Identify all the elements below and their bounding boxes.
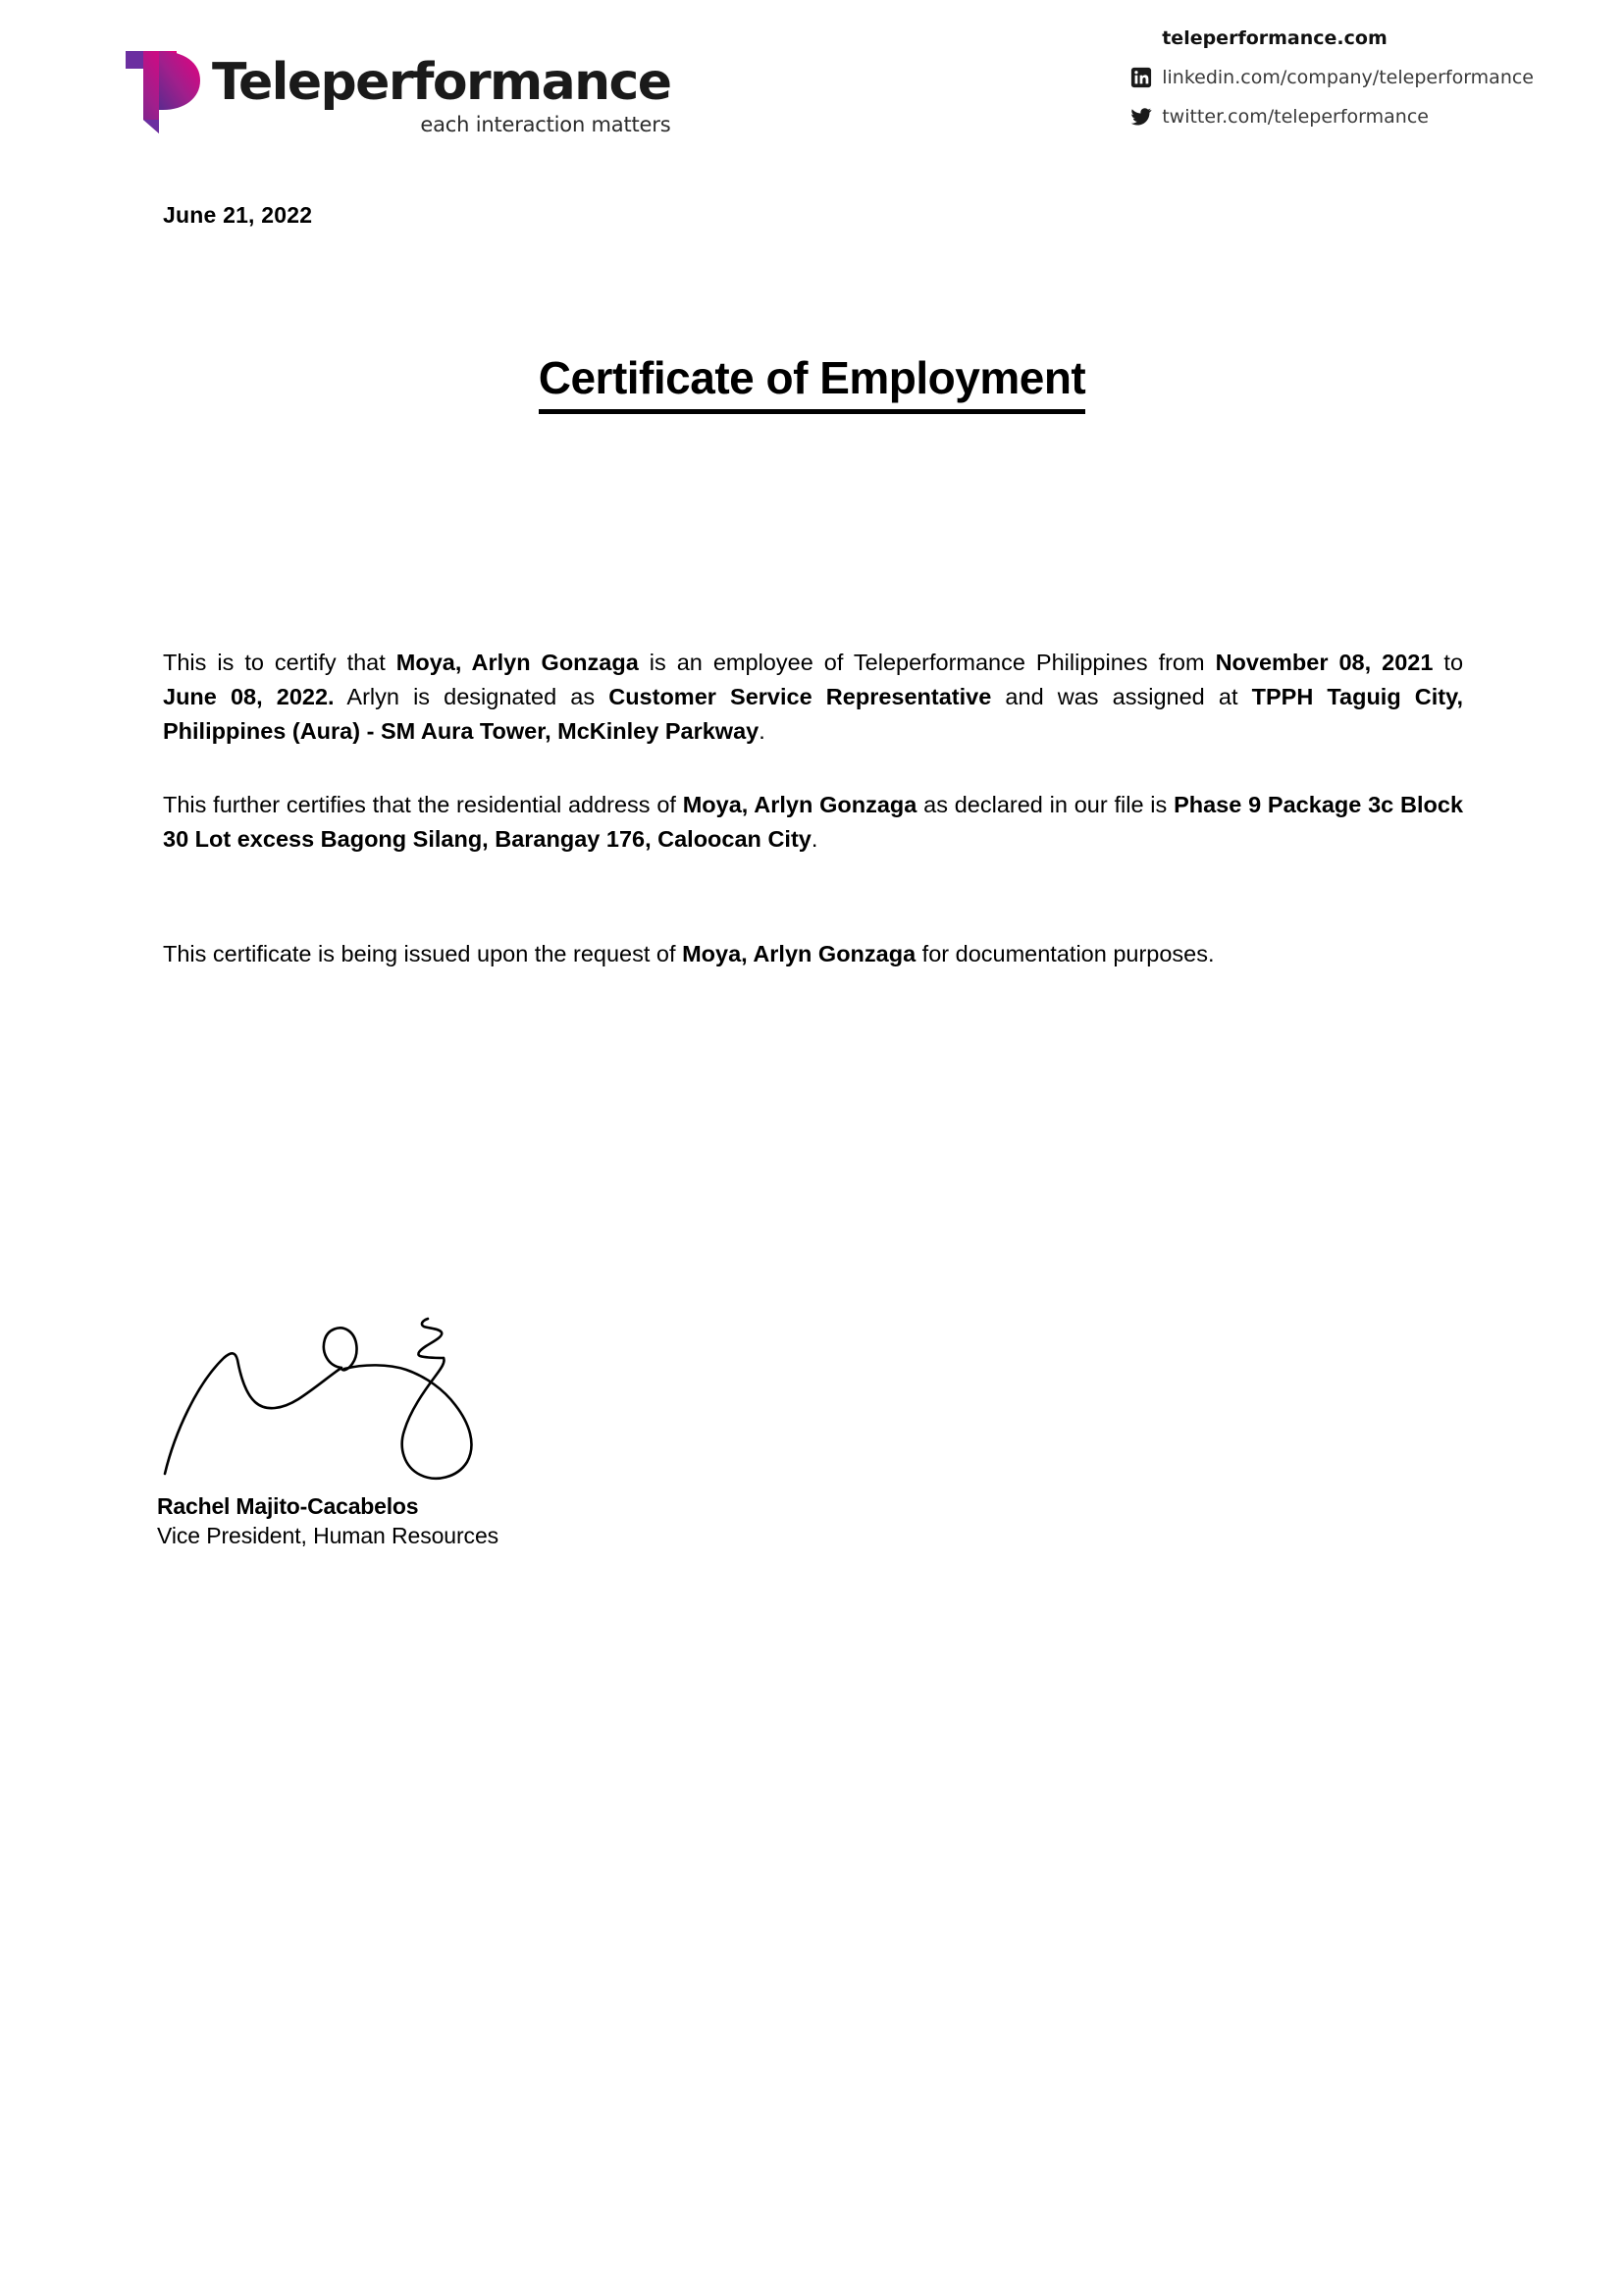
logo-wordmark: Teleperformance [212, 53, 671, 112]
paragraph-employment-details [163, 646, 1463, 749]
p1-conjunction: to [1433, 650, 1464, 675]
p1-end-date: June 08, 2022. [163, 684, 335, 709]
linkedin-icon [1129, 66, 1153, 89]
logo-tagline: each interaction matters [420, 113, 671, 136]
handwritten-signature-icon [153, 1315, 497, 1491]
signature-block [157, 1315, 667, 1549]
logo-wordmark-group [212, 47, 670, 135]
paragraph-purpose [163, 937, 1463, 971]
p2-tail: . [811, 826, 818, 852]
twitter-icon [1129, 105, 1153, 129]
p2-mid: as declared in our file is [917, 792, 1175, 817]
contact-linkedin-label: linkedin.com/company/teleperformance [1162, 66, 1534, 88]
p1-mid2: Arlyn is designated as [334, 684, 609, 709]
contact-website[interactable] [1129, 22, 1534, 54]
signatory-name: Rachel Majito-Cacabelos [157, 1493, 419, 1519]
p1-work-site: TPPH Taguig City, Philippines (Aura) - SM Aura Tower, McKinley Parkway [163, 684, 1463, 744]
contact-links [1129, 22, 1534, 139]
page-title [0, 351, 1624, 404]
contact-website-label: teleperformance.com [1162, 26, 1388, 49]
p1-tail: . [759, 718, 765, 744]
p1-start-date: November 08, 2021 [1215, 650, 1434, 675]
contact-twitter-label: twitter.com/teleperformance [1162, 105, 1429, 128]
p3-employee-name: Moya, Arlyn Gonzaga [682, 941, 917, 966]
document-header [0, 0, 1624, 182]
p2-address: Phase 9 Package 3c Block 30 Lot excess Bagong Silang, Barangay 176, Caloocan City [163, 792, 1464, 852]
teleperformance-logo [120, 47, 670, 137]
p3-tail: for documentation purposes. [916, 941, 1215, 966]
p2-lead: This further certifies that the residential address of [163, 792, 683, 817]
paragraph-residential-address [163, 788, 1463, 857]
document-date: June 21, 2022 [163, 202, 313, 228]
tp-monogram-icon [120, 47, 204, 137]
p3-lead: This certificate is being issued upon the request of [163, 941, 683, 966]
p2-employee-name: Moya, Arlyn Gonzaga [682, 792, 917, 817]
signatory-title: Vice President, Human Resources [157, 1523, 499, 1548]
p1-position: Customer Service Representative [608, 684, 992, 709]
p1-lead: This is to certify that [163, 650, 396, 675]
page-title-text: Certificate of Employment [539, 352, 1086, 414]
p1-mid3: and was assigned at [991, 684, 1252, 709]
contact-linkedin[interactable] [1129, 61, 1534, 93]
p1-mid1: is an employee of Teleperformance Philippines from [638, 650, 1216, 675]
p1-employee-name: Moya, Arlyn Gonzaga [395, 650, 639, 675]
contact-twitter[interactable] [1129, 100, 1534, 132]
